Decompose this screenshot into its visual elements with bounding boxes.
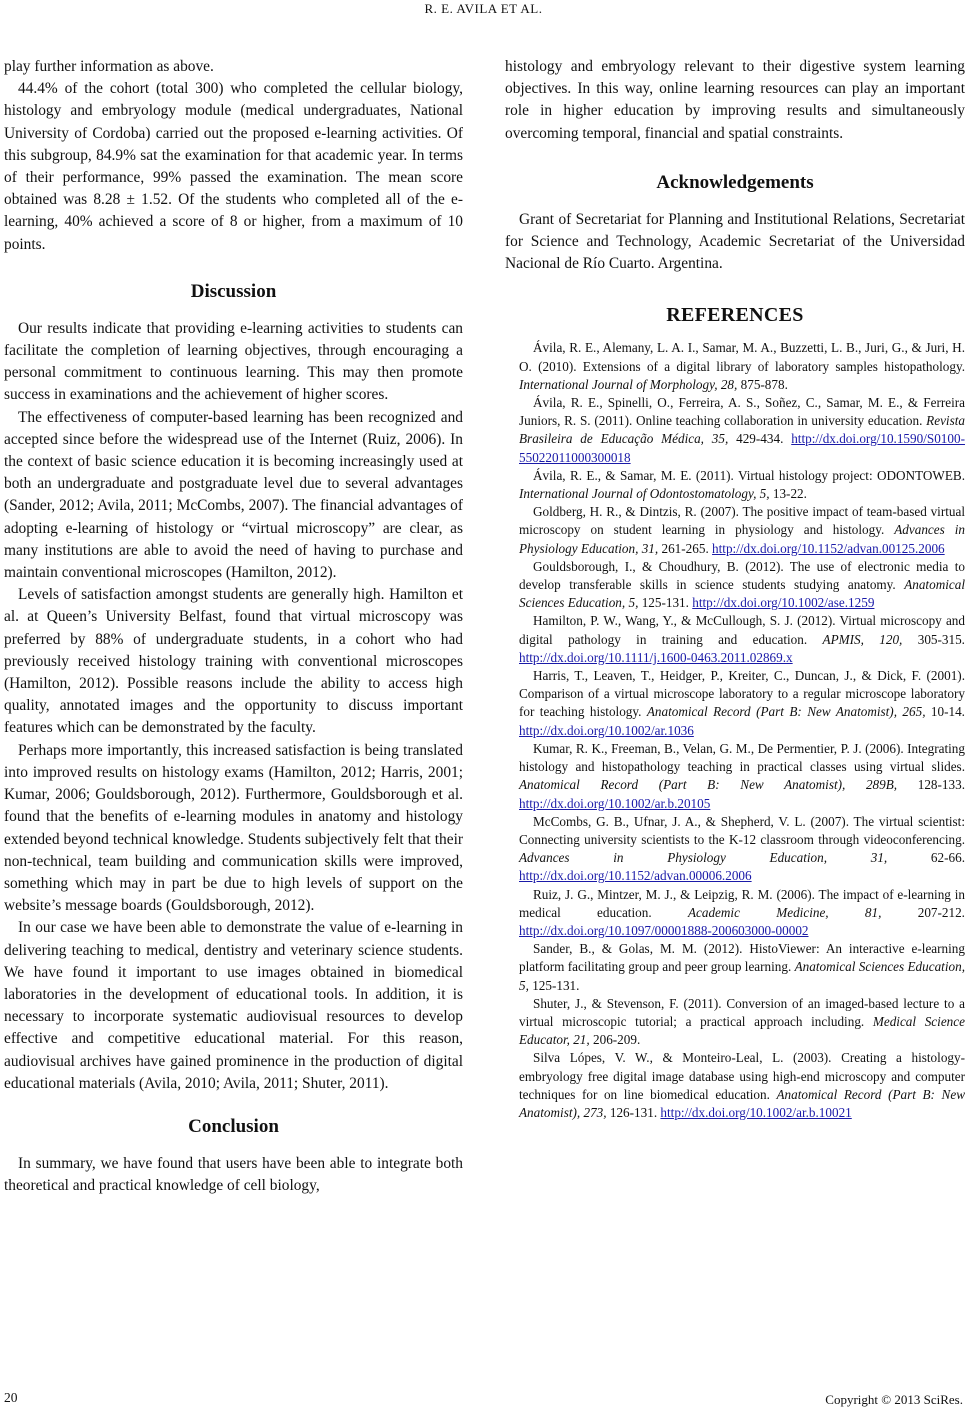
reference-item [505, 558, 965, 613]
reference-pages: 207-212. [881, 904, 965, 920]
conclusion-heading: Conclusion [188, 1115, 279, 1137]
reference-pages: 206-209. [589, 1032, 641, 1048]
paragraph: play further information as above. [4, 58, 214, 75]
reference-doi-link[interactable]: http://dx.doi.org/10.1111/j.1600-0463.2011.02869.x [519, 649, 793, 665]
discussion-heading: Discussion [190, 280, 277, 302]
reference-pages: 261-265. [658, 540, 713, 556]
paragraph: histology and embryology relevant to their digestive system learning objectives. In this way, online learning resources can play an important role in higher education by improving results and simultaneously overcoming temporal, financial and spatial constraints. [505, 58, 965, 142]
reference-item [505, 467, 965, 503]
reference-journal: Revista Brasileira de Educação Médica, 35, [519, 413, 965, 447]
reference-journal: Anatomical Record (Part B: New Anatomist), 273, [519, 1086, 965, 1120]
paragraph: 44.4% of the cohort (total 300) who completed the cellular biology, histology and embryology module (medical undergraduates, National University of Cordoba) carried out the proposed e-learning activities. Of this subgroup, 84.9% sat the examination for that academic year. In terms of their performance, 99% passed the examination. The mean score obtained was 8.28 ± 1.52. Of the students who completed all of the e-learning, 40% achieved a score of 8 or higher, from a maximum of 10 points. [4, 80, 463, 253]
reference-authors: Silva Lópes, V. W., & Monteiro-Leal, L. (2003). Creating a histology-embryology free digital image database using high-end microscopy and computer techniques for on line biomedical education. [519, 1050, 965, 1102]
reference-journal: Anatomical Record (Part B: New Anatomist), 265, [646, 704, 926, 720]
reference-journal: Anatomical Record (Part B: New Anatomist), 289B, [519, 777, 898, 793]
reference-list [505, 339, 965, 1122]
page-number: 20 [4, 1390, 18, 1405]
acknowledgements-text: Grant of Secretariat for Planning and Institutional Relations, Secretariat for Science and Technology, Academic Secretariat of the Universidad Nacional de Río Cuarto. Argentina. [505, 210, 965, 273]
reference-pages: 128-133. [897, 777, 965, 793]
reference-item [505, 503, 965, 558]
reference-pages: 305-315. [902, 631, 965, 647]
copyright-notice: Copyright © 2013 SciRes. [825, 1392, 963, 1407]
paragraph: In our case we have been able to demonstrate the value of e-learning in delivering teaching to medical, dentistry and veterinary science students. We have found it important to use images obtained in biomedical laboratories in the development of educational tools. In addition, it is necessary to incorporate systematic audiovisual resources to develop effective and competitive educational material. For this reason, audiovisual archives have gained prominence in the production of digital educational materials (Avila, 2010; Avila, 2011; Shuter, 2011). [4, 919, 463, 1092]
reference-pages: 125-131. [638, 595, 693, 611]
reference-pages: 62-66. [887, 850, 965, 866]
reference-authors: Sander, B., & Golas, M. M. (2012). HistoViewer: An interactive e-learning platform facilitating group and peer group learning. [519, 941, 965, 975]
reference-authors: Ávila, R. E., & Samar, M. E. (2011). Virtual histology project: ODONTOWEB. [533, 467, 965, 483]
reference-authors: Shuter, J., & Stevenson, F. (2011). Conversion of an imaged-based lecture to a virtual microscopic tutorial; a practical approach including. [519, 995, 965, 1029]
reference-item [505, 813, 965, 886]
reference-item [505, 940, 965, 995]
paragraph: Our results indicate that providing e-learning activities to students can facilitate the completion of learning objectives, through encouraging a personal commitment to continuous learning. This may then promote success in examinations and the achievement of higher scores. [4, 319, 463, 404]
reference-pages: 875-878. [737, 376, 788, 392]
reference-authors: Kumar, R. K., Freeman, B., Velan, G. M., De Permentier, P. J. (2006). Integrating histology and histopathology teaching in practical classes using virtual slides. [519, 740, 965, 775]
reference-journal: International Journal of Odontostomatology, 5, [519, 486, 770, 502]
reference-item [505, 667, 965, 740]
left-column [4, 56, 463, 1197]
reference-item [505, 394, 965, 467]
reference-doi-link[interactable]: http://dx.doi.org/10.1002/ase.1259 [692, 595, 875, 611]
paragraph: In summary, we have found that users have been able to integrate both theoretical and practical knowledge of cell biology, [4, 1154, 463, 1195]
running-head: R. E. AVILA ET AL. [424, 1, 543, 16]
reference-doi-link[interactable]: http://dx.doi.org/10.1152/advan.00125.2006 [712, 540, 945, 556]
reference-journal: APMIS, 120, [822, 631, 903, 647]
reference-authors: Ávila, R. E., Alemany, L. A. I., Samar, M. A., Buzzetti, L. B., Juri, G., & Juri, H. O. (2010). Extensions of a digital library of laboratory samples histopathology. [519, 340, 965, 374]
reference-journal: International Journal of Morphology, 28, [519, 376, 738, 392]
reference-item [505, 740, 965, 813]
reference-authors: Ávila, R. E., Spinelli, O., Ferreira, A. S., Soñez, C., Samar, M. E., & Ferreira Juniors, R. S. (2011). Online teaching collaboration in university education. [519, 395, 965, 429]
reference-doi-link[interactable]: http://dx.doi.org/10.1590/S0100-55022011000300018 [519, 431, 965, 465]
reference-authors: Hamilton, P. W., Wang, Y., & McCullough, S. J. (2012). Virtual microscopy and digital pathology in training and education. [519, 613, 965, 647]
reference-doi-link[interactable]: http://dx.doi.org/10.1002/ar.b.20105 [519, 795, 711, 811]
reference-journal: Advances in Physiology Education, 31, [519, 850, 888, 866]
reference-doi-link[interactable]: http://dx.doi.org/10.1002/ar.b.10021 [660, 1104, 852, 1120]
reference-journal: Medical Science Educator, 21, [519, 1013, 965, 1048]
reference-authors: Ruiz, J. G., Mintzer, M. J., & Leipzig, R. M. (2006). The impact of e-learning in medical education. [519, 886, 965, 920]
reference-item [505, 612, 965, 667]
paragraph: The effectiveness of computer-based learning has been recognized and accepted since before the widespread use of the Internet (Ruiz, 2006). In the context of basic science education it is becoming increasingly used at both an undergraduate and postgraduate level due to several advantages (Sander, 2012; Avila, 2011; McCombs, 2007). The financial advantages of adopting e-learning of histology or “virtual microscopy” are clear, as many institutions are able to avoid the need of having to purchase and maintain conventional microscopes (Hamilton, 2012). [4, 408, 463, 582]
reference-authors: Goldberg, H. R., & Dintzis, R. (2007). The positive impact of team-based virtual microscopy on student learning in physiology and histology. [519, 504, 965, 538]
reference-journal: Anatomical Sciences Education, 5, [519, 577, 965, 611]
reference-journal: Anatomical Sciences Education, 5, [519, 959, 965, 993]
reference-doi-link[interactable]: http://dx.doi.org/10.1002/ar.1036 [519, 722, 694, 738]
reference-item [505, 995, 965, 1050]
reference-pages: 10-14. [925, 704, 965, 720]
reference-item [505, 1049, 965, 1122]
reference-doi-link[interactable]: http://dx.doi.org/10.1152/advan.00006.2006 [519, 868, 752, 884]
references-heading: REFERENCES [666, 304, 804, 327]
paragraph: Perhaps more importantly, this increased satisfaction is being translated into improved results on histology exams (Hamilton, 2012; Harris, 2001; Kumar, 2006; Gouldsborough, 2012). Furthermore, Gouldsborough et al. found that the benefits of e-learning modules in anatomy and histology extended beyond technical knowledge. Students subjectively felt that their non-technical, team building and communication skills were improved, something which may in part be due to high levels of support on the website’s message boards (Gouldsborough, 2012). [4, 741, 463, 915]
reference-pages: 429-434. [728, 431, 792, 447]
reference-journal: Advances in Physiology Education, 31, [519, 522, 965, 556]
reference-pages: 125-131. [528, 977, 580, 993]
acknowledgements-heading: Acknowledgements [656, 171, 814, 193]
reference-pages: 13-22. [769, 486, 807, 502]
reference-journal: Academic Medicine, 81, [687, 904, 882, 920]
reference-item [505, 339, 965, 394]
paragraph: Levels of satisfaction amongst students are generally high. Hamilton et al. at Queen’s University Belfast, found that virtual microscopy was preferred by 88% of undergraduate students, in a cohort who had previously received histology training with conventional microscopes (Hamilton, 2012). Possible reasons include the ability to access high quality, annotated images and the opportunity to discuss important features which can be demonstrated by the faculty. [4, 586, 463, 737]
reference-authors: Harris, T., Leaven, T., Heidger, P., Kreiter, C., Duncan, J., & Dick, F. (2001). Comparison of a virtual microscope laboratory to a regular microscope laboratory for teaching histology. [519, 668, 965, 720]
reference-authors: Gouldsborough, I., & Choudhury, B. (2012). The use of electronic media to develop transferable skills in science students studying anatomy. [519, 558, 965, 593]
right-column [505, 56, 965, 1122]
reference-item [505, 886, 965, 941]
reference-pages: 126-131. [606, 1104, 661, 1120]
reference-doi-link[interactable]: http://dx.doi.org/10.1097/00001888-200603000-00002 [519, 922, 809, 938]
reference-authors: McCombs, G. B., Ufnar, J. A., & Shepherd, V. L. (2007). The virtual scientist: Connecting university scientists to the K-12 classroom through videoconferencing. [519, 813, 965, 847]
